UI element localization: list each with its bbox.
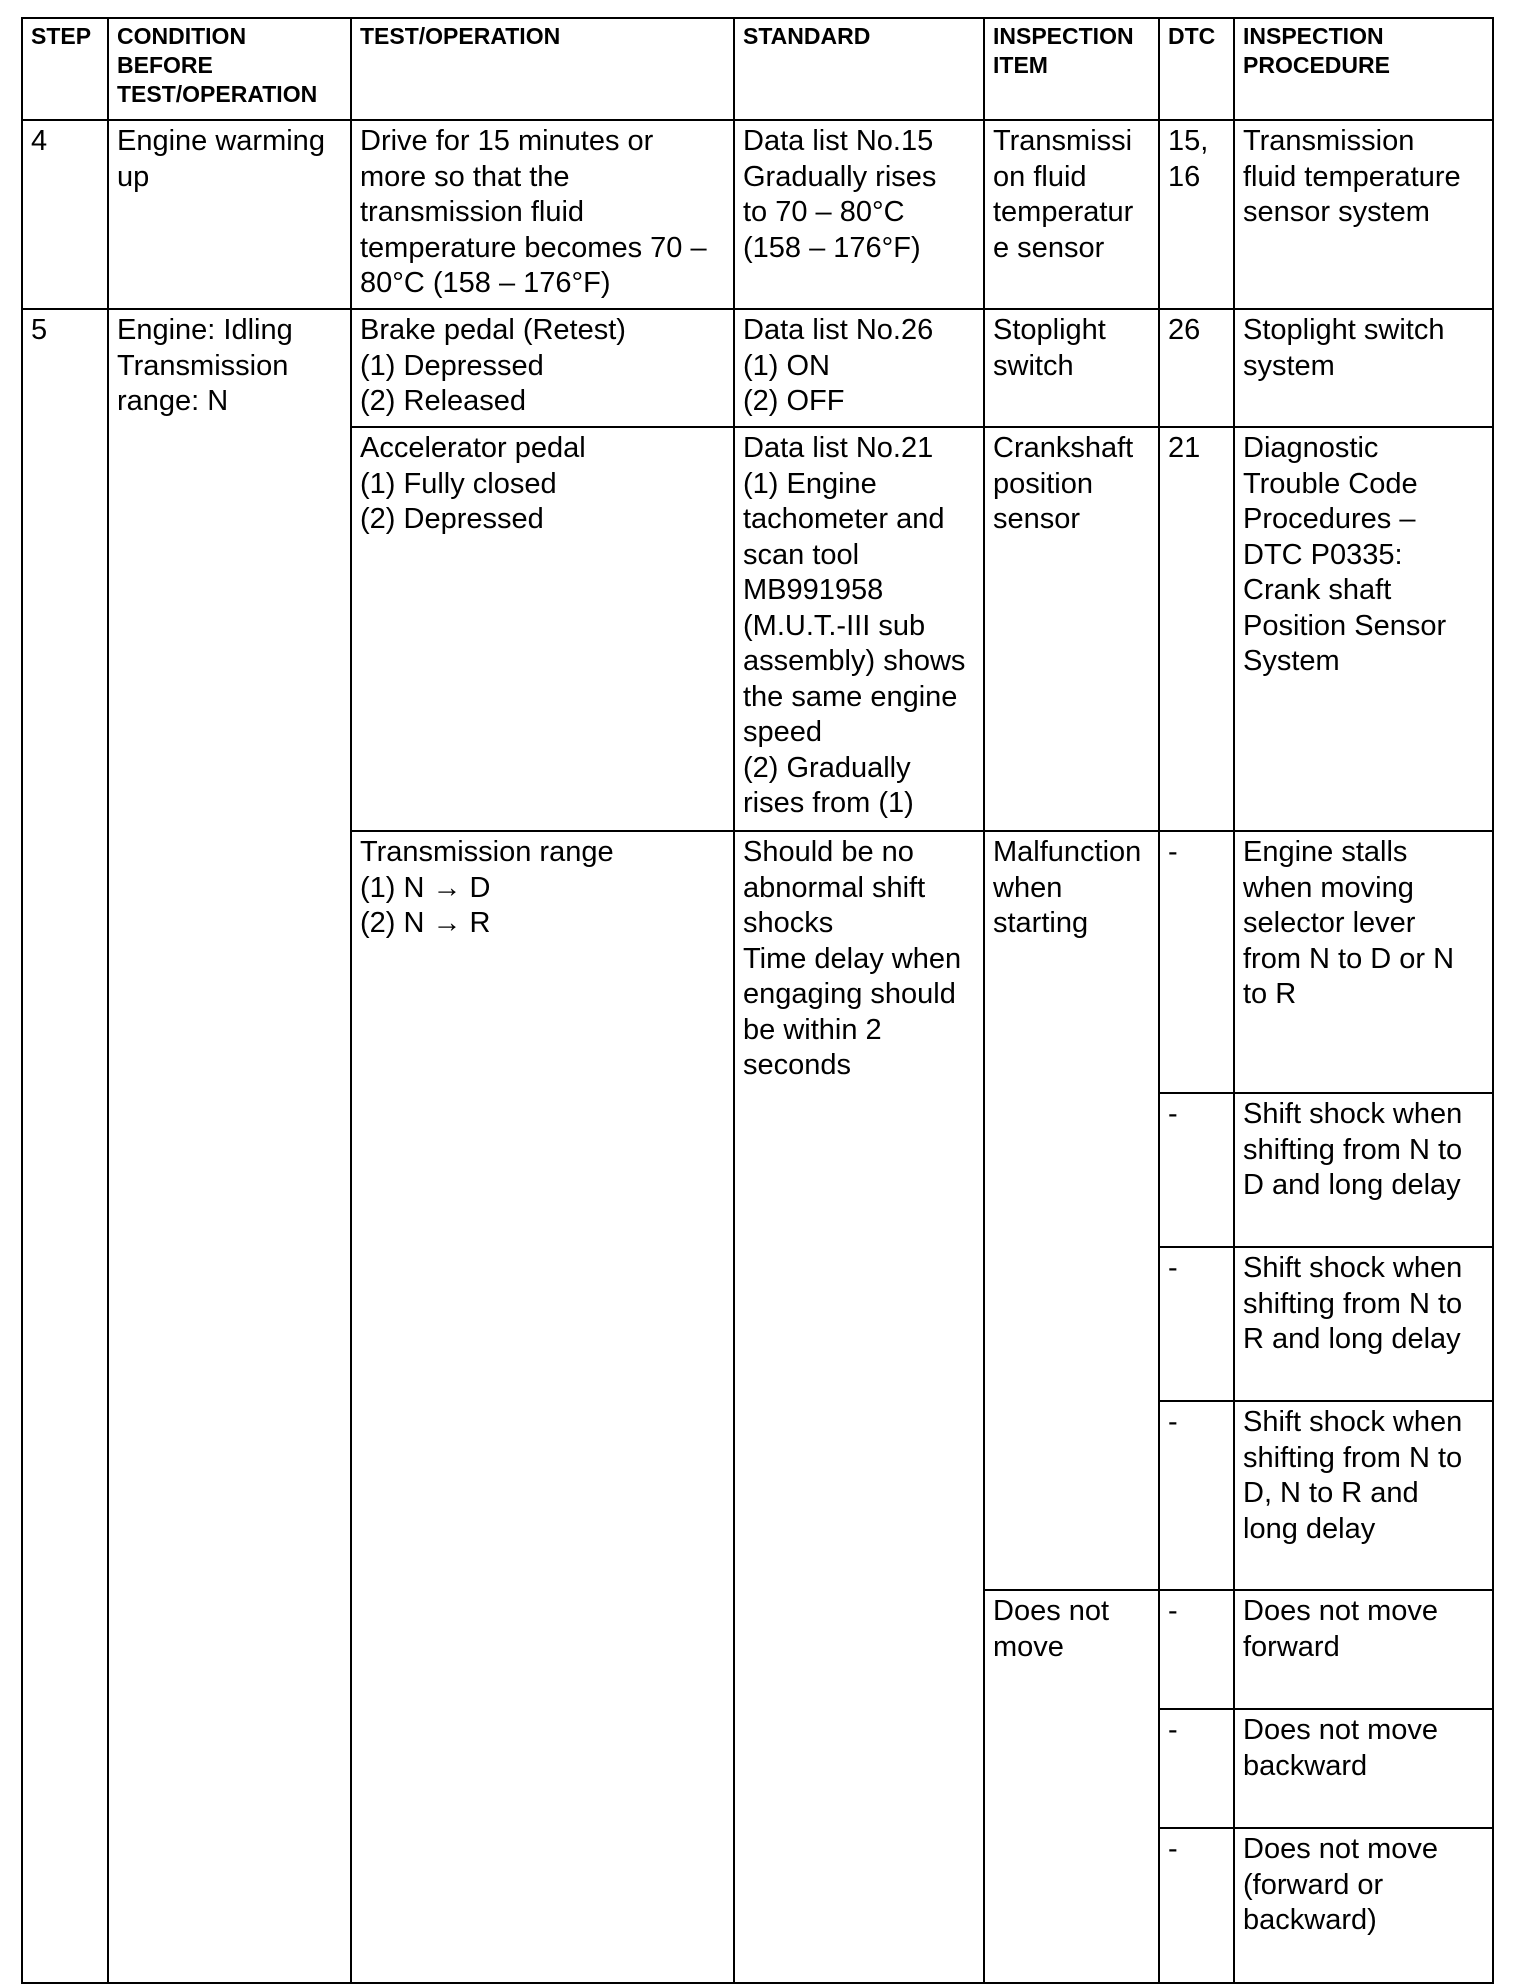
header-dtc: DTC: [1159, 18, 1234, 120]
accelerator-test: Accelerator pedal (1) Fully closed (2) Depressed: [351, 427, 734, 831]
step-4-condition: Engine warming up: [108, 120, 351, 309]
range-procedure-2: Shift shock when shifting from N to D and long delay: [1234, 1093, 1493, 1247]
range-dtc-1: -: [1159, 831, 1234, 1093]
accelerator-standard: Data list No.21 (1) Engine tachometer and scan tool MB991958 (M.U.T.-III sub assembly) shows the same engine speed (2) Gradually rises from (1): [734, 427, 984, 831]
range-dtc-7: -: [1159, 1828, 1234, 1983]
step-4-number: 4: [22, 120, 108, 309]
step-5-brake-row: [22, 309, 1493, 427]
range-procedure-5: Does not move forward: [1234, 1590, 1493, 1709]
range-procedure-7: Does not move (forward or backward): [1234, 1828, 1493, 1983]
header-standard: STANDARD: [734, 18, 984, 120]
step-4-procedure: Transmission fluid temperature sensor system: [1234, 120, 1493, 309]
header-step: STEP: [22, 18, 108, 120]
malfunction-item: Malfunction when starting: [984, 831, 1159, 1590]
range-procedure-6: Does not move backward: [1234, 1709, 1493, 1828]
inspection-table: [21, 17, 1494, 1984]
step-5-number: 5: [22, 309, 108, 1983]
accelerator-dtc: 21: [1159, 427, 1234, 831]
step-5-condition: Engine: Idling Transmission range: N: [108, 309, 351, 1983]
step-4-dtc: 15, 16: [1159, 120, 1234, 309]
step-4-test: Drive for 15 minutes or more so that the transmission fluid temperature becomes 70 – 80°C (158 – 176°F): [351, 120, 734, 309]
does-not-move-item: Does not move: [984, 1590, 1159, 1983]
range-test: Transmission range (1) N → D (2) N → R: [351, 831, 734, 1983]
range-dtc-4: -: [1159, 1401, 1234, 1590]
range-procedure-1: Engine stalls when moving selector lever from N to D or N to R: [1234, 831, 1493, 1093]
range-dtc-5: -: [1159, 1590, 1234, 1709]
range-standard: Should be no abnormal shift shocks Time delay when engaging should be within 2 seconds: [734, 831, 984, 1983]
range-procedure-3: Shift shock when shifting from N to R and long delay: [1234, 1247, 1493, 1401]
brake-procedure: Stoplight switch system: [1234, 309, 1493, 427]
brake-standard: Data list No.26 (1) ON (2) OFF: [734, 309, 984, 427]
brake-item: Stoplight switch: [984, 309, 1159, 427]
header-test-operation: TEST/OPERATION: [351, 18, 734, 120]
range-procedure-4: Shift shock when shifting from N to D, N to R and long delay: [1234, 1401, 1493, 1590]
step-4-row: [22, 120, 1493, 309]
header-condition: CONDITION BEFORE TEST/OPERATION: [108, 18, 351, 120]
accelerator-procedure: Diagnostic Trouble Code Procedures – DTC P0335: Crank shaft Position Sensor System: [1234, 427, 1493, 831]
range-dtc-3: -: [1159, 1247, 1234, 1401]
step-4-item: Transmissi on fluid temperatur e sensor: [984, 120, 1159, 309]
accelerator-item: Crankshaft position sensor: [984, 427, 1159, 831]
header-inspection-procedure: INSPECTION PROCEDURE: [1234, 18, 1493, 120]
brake-test: Brake pedal (Retest) (1) Depressed (2) Released: [351, 309, 734, 427]
range-dtc-6: -: [1159, 1709, 1234, 1828]
header-row: [22, 18, 1493, 120]
range-dtc-2: -: [1159, 1093, 1234, 1247]
step-4-standard: Data list No.15 Gradually rises to 70 – 80°C (158 – 176°F): [734, 120, 984, 309]
brake-dtc: 26: [1159, 309, 1234, 427]
header-inspection-item: INSPECTION ITEM: [984, 18, 1159, 120]
